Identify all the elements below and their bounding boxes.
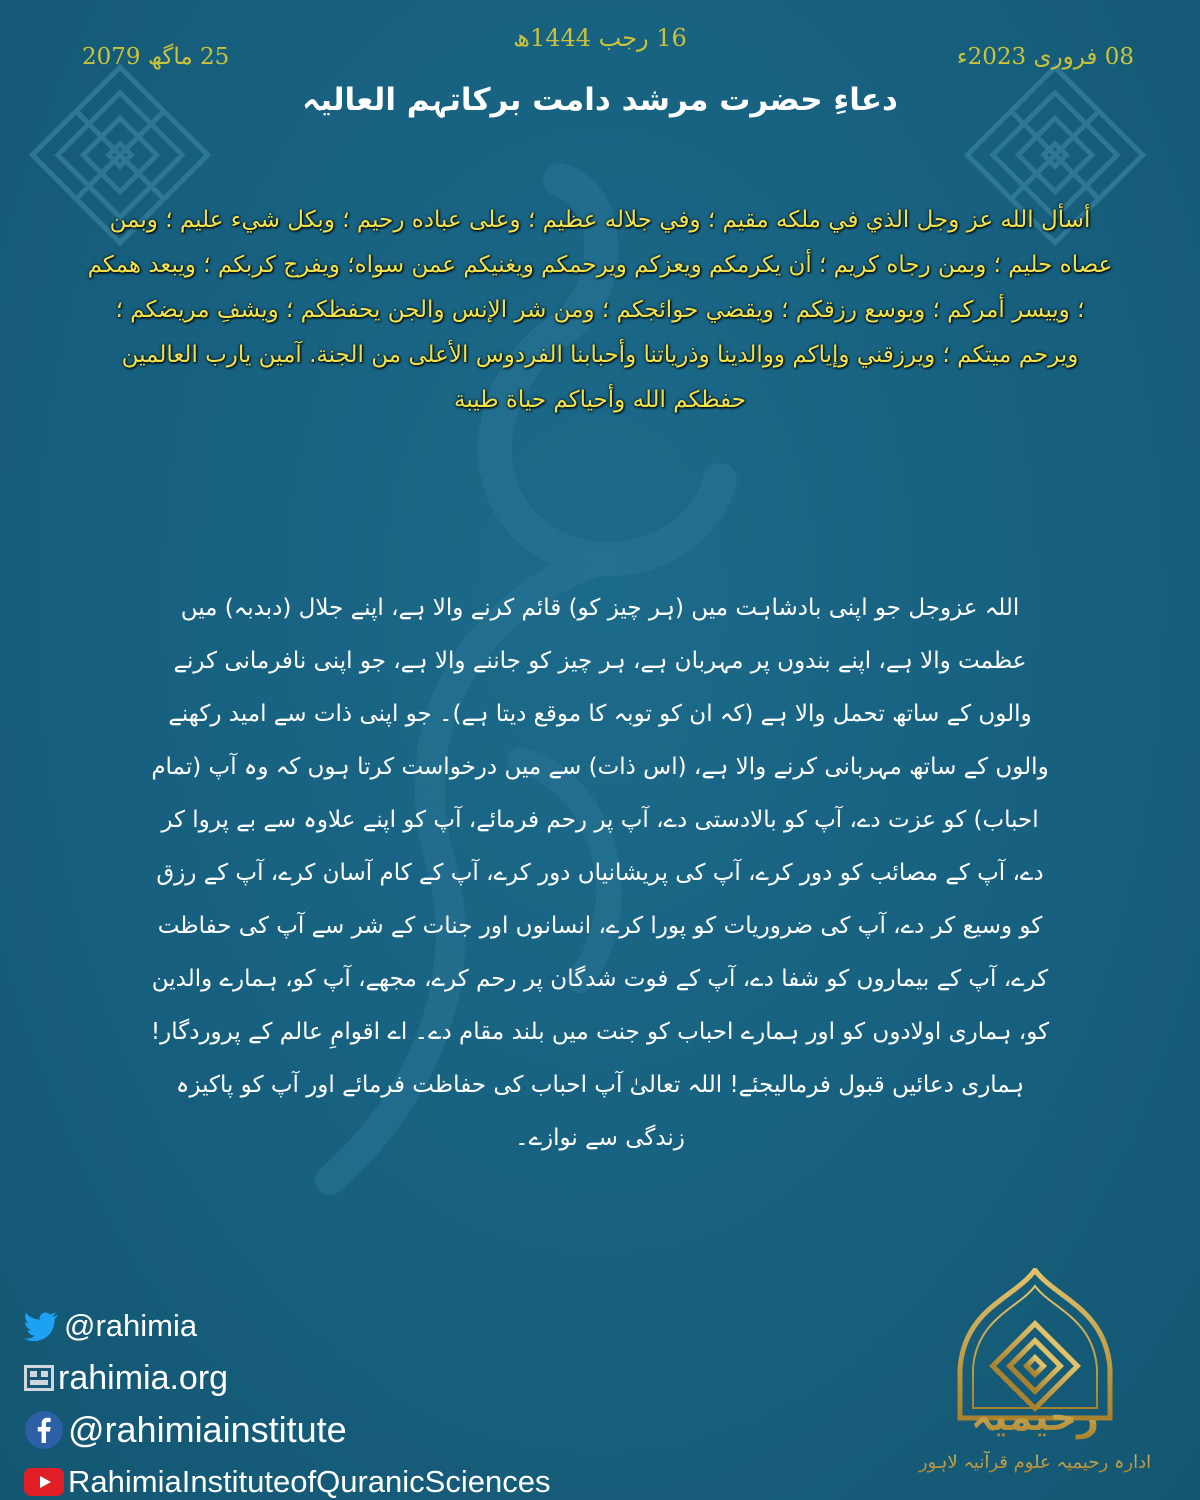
social-links <box>24 1300 704 1500</box>
facebook-icon <box>24 1410 64 1450</box>
website-link[interactable] <box>24 1352 704 1404</box>
arabic-prayer: أسأل الله عز وجل الذي في ملكه مقيم ؛ وفي جلاله عظيم ؛ وعلى عباده رحيم ؛ وبكل شيء عليم ؛ وبمن عصاه حليم ؛ وبمن رجاه كريم ؛ أن يكرمكم ويعزكم ويرحمكم ويغنيكم عمن سواه؛ ويفرج كربكم ؛ ويبعد همكم ؛ وييسر أمركم ؛ ويوسع رزقكم ؛ ويقضي حوائجكم ؛ ومن شر الإنس والجن يحفظكم ؛ ويشفِ مريضكم ؛ ويرحم ميتكم ؛ ويرزقني وإياكم ووالدينا وذرياتنا وأحبابنا الفردوس الأعلى من الجنة. آمين يارب العالمين حفظكم الله وأحياكم حياة طيبة <box>87 207 1113 413</box>
logo-subtitle: ادارہ رحیمیہ علوم قرآنیہ لاہور <box>918 1452 1152 1473</box>
logo-emblem <box>905 1268 1165 1493</box>
facebook-link[interactable] <box>24 1404 704 1456</box>
logo-name: رحیمیہ <box>970 1395 1100 1439</box>
rahimia-logo <box>905 1268 1165 1493</box>
bikrami-date: 25 ماگھ 2079 <box>82 44 230 70</box>
youtube-icon <box>24 1468 64 1496</box>
facebook-handle: @rahimiainstitute <box>68 1409 347 1450</box>
twitter-handle: @rahimia <box>64 1308 198 1343</box>
web-icon <box>24 1365 54 1391</box>
youtube-channel: RahimiaInstituteofQuranicSciences <box>68 1464 551 1499</box>
twitter-link[interactable] <box>24 1300 704 1352</box>
youtube-link[interactable] <box>24 1456 704 1500</box>
gregorian-date: 08 فروری 2023ء <box>956 44 1134 70</box>
hijri-date: 16 رجب 1444ھ <box>513 24 687 52</box>
urdu-translation: اللہ عزوجل جو اپنی بادشاہت میں (ہر چیز کو) قائم کرنے والا ہے، اپنے جلال (دبدبہ) میں عظمت والا ہے، اپنے بندوں پر مہربان ہے، ہر چیز کو جاننے والا ہے، جو اپنی نافرمانی کرنے والوں کے ساتھ تحمل والا ہے (کہ ان کو توبہ کا موقع دیتا ہے)۔ جو اپنی ذات سے امید رکھنے والوں کے ساتھ مہربانی کرنے والا ہے، (اس ذات) سے میں درخواست کرتا ہوں کہ وہ آپ (تمام احباب) کو عزت دے، آپ کو بالادستی دے، آپ پر رحم فرمائے، آپ کو اپنے علاوہ سے بے پروا کر دے، آپ کے مصائب کو دور کرے، آپ کی پریشانیاں دور کرے، آپ کے کام آسان کرے، آپ کے رزق کو وسیع کر دے، آپ کی ضروریات کو پورا کرے، انسانوں اور جنات کے شر سے آپ کی حفاظت کرے، آپ کے بیماروں کو شفا دے، آپ کے فوت شدگان پر رحم کرے، مجھے، آپ کو، ہمارے والدین کو، ہماری اولادوں کو اور ہمارے احباب کو جنت میں بلند مقام دے۔ اے اقوامِ عالم کے پروردگار! ہماری دعائیں قبول فرمالیجئے! اللہ تعالیٰ آپ احباب کی حفاظت فرمائے اور آپ کو پاکیزہ زندگی سے نوازے۔ <box>150 595 1050 1151</box>
website-url: rahimia.org <box>58 1358 229 1397</box>
page-title: دعاءِ حضرت مرشد دامت برکاتہم العالیہ <box>302 82 898 118</box>
twitter-icon <box>24 1311 60 1341</box>
